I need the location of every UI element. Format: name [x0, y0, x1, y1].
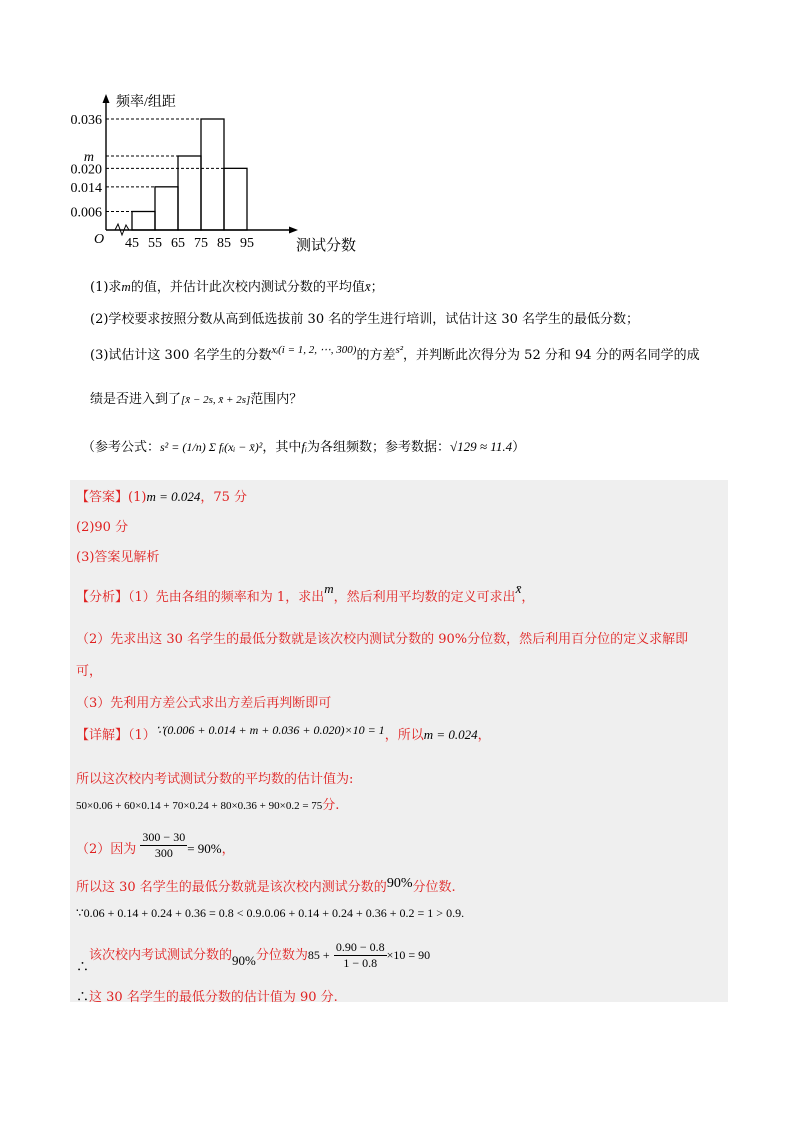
detail-line-1: 【详解】（1）∵(0.006 + 0.014 + m + 0.036 + 0.020)×10 = 1，所以m = 0.024，	[76, 723, 491, 743]
histogram-bar	[155, 187, 178, 230]
histogram-bar	[224, 168, 247, 230]
question-part-1: (1)求m的值，并估计此次校内测试分数的平均值x̄；	[90, 279, 384, 295]
detail-line-5: 所以这 30 名学生的最低分数就是该次校内测试分数的90%分位数.	[76, 876, 456, 895]
x-tick-label: 85	[217, 236, 231, 251]
histogram-chart	[60, 90, 400, 260]
x-tick-label: 55	[148, 236, 162, 251]
x-tick-label: 95	[240, 236, 254, 251]
math-xi-range: xᵢ(i = 1, 2, ⋯, 300)	[271, 344, 357, 356]
fraction-300: $\frac{300 - 30}{300}$	[142, 830, 186, 860]
math-variance-formula: s² = (1/n) Σ fᵢ(xᵢ − x̄)²	[160, 440, 263, 454]
detail-line-8: ∴这 30 名学生的最低分数的估计值为 90 分.	[76, 990, 338, 1005]
math-sqrt: √129 ≈ 11.4	[450, 439, 513, 454]
question-part-3: (3)试估计这 300 名学生的分数$^{xᵢ(i = 1, 2, \cdots, 300)}$的方差$^{s^2}$，并判断此次得分为 52 分和 94 分的两名同学的成	[90, 344, 700, 363]
analysis-line-4: （3）先利用方差公式求出方差后再判断即可	[76, 696, 332, 711]
math-interval: [x̄ − 2s, x̄ + 2s]	[181, 394, 251, 406]
detail-line-2: 所以这次校内考试测试分数的平均数的估计值为:	[76, 772, 354, 787]
y-tick-label: 0.014	[70, 180, 102, 196]
y-axis-arrow	[103, 94, 110, 103]
histogram-bar	[132, 212, 155, 231]
math-xbar: x̄	[364, 279, 371, 294]
x-tick-label: 65	[171, 236, 185, 251]
y-tick-label: 0.020	[70, 162, 102, 178]
x-tick-label: 45	[125, 236, 139, 251]
answer-line-3: (3)答案见解析	[76, 550, 160, 565]
origin-label: O	[94, 232, 105, 247]
y-tick-label: m	[83, 150, 94, 165]
detail-line-4: （2）因为 $\frac{300 - 30}{300}$ = 90%，	[76, 830, 235, 860]
analysis-line-3: 可，	[76, 664, 103, 679]
x-axis-label: 测试分数	[296, 238, 357, 254]
question-part-2: (2)学校要求按照分数从高到低选拔前 30 名的学生进行培训，试估计这 30 名学生的最低分数；	[90, 312, 640, 327]
detail-line-7: ∴该次校内考试测试分数的90%分位数为85 + $\frac{0.90 - 0.8}{1 - 0.8}$ ×10 = 90	[76, 940, 431, 975]
y-axis-label: 频率/组距	[116, 95, 176, 110]
question-reference: （参考公式：s² = (1/n) Σ fᵢ(xᵢ − x̄)²，其中fᵢ为各组频数；参考数据：√129 ≈ 11.4）	[82, 439, 526, 455]
analysis-line-2: （2）先求出这 30 名学生的最低分数就是该次校内测试分数的 90%分位数，然后利用百分位的定义求解即	[76, 632, 689, 647]
x-tick-label: 75	[194, 236, 208, 251]
histogram-bar	[201, 119, 224, 230]
math-m: m	[121, 279, 131, 294]
detail-line-3: 50×0.06 + 60×0.14 + 70×0.24 + 80×0.36 + 90×0.2 = 75分.	[76, 798, 340, 813]
math-fi: fᵢ	[301, 439, 307, 454]
analysis-line-1: 【分析】（1）先由各组的频率和为 1，求出m，然后利用平均数的定义可求出x̄，	[76, 581, 535, 605]
x-axis-arrow	[289, 227, 298, 234]
math-s2: s²	[395, 344, 404, 356]
answer-line-2: (2)90 分	[76, 520, 129, 535]
detail-line-6: ∵0.06 + 0.14 + 0.24 + 0.36 = 0.8 < 0.9.0.06 + 0.14 + 0.24 + 0.36 + 0.2 = 1 > 0.9.	[76, 906, 465, 920]
answer-line: 【答案】(1)m = 0.024，75 分	[76, 489, 248, 505]
histogram-bar	[178, 156, 201, 230]
fraction-percentile: $\frac{0.90 - 0.8}{1 - 0.8}$	[335, 940, 385, 970]
question-part-3-cont: 绩是否进入到了[x̄ − 2s, x̄ + 2s]范围内？	[90, 392, 303, 407]
y-tick-label: 0.036	[70, 113, 102, 128]
y-tick-label: 0.006	[70, 205, 102, 221]
